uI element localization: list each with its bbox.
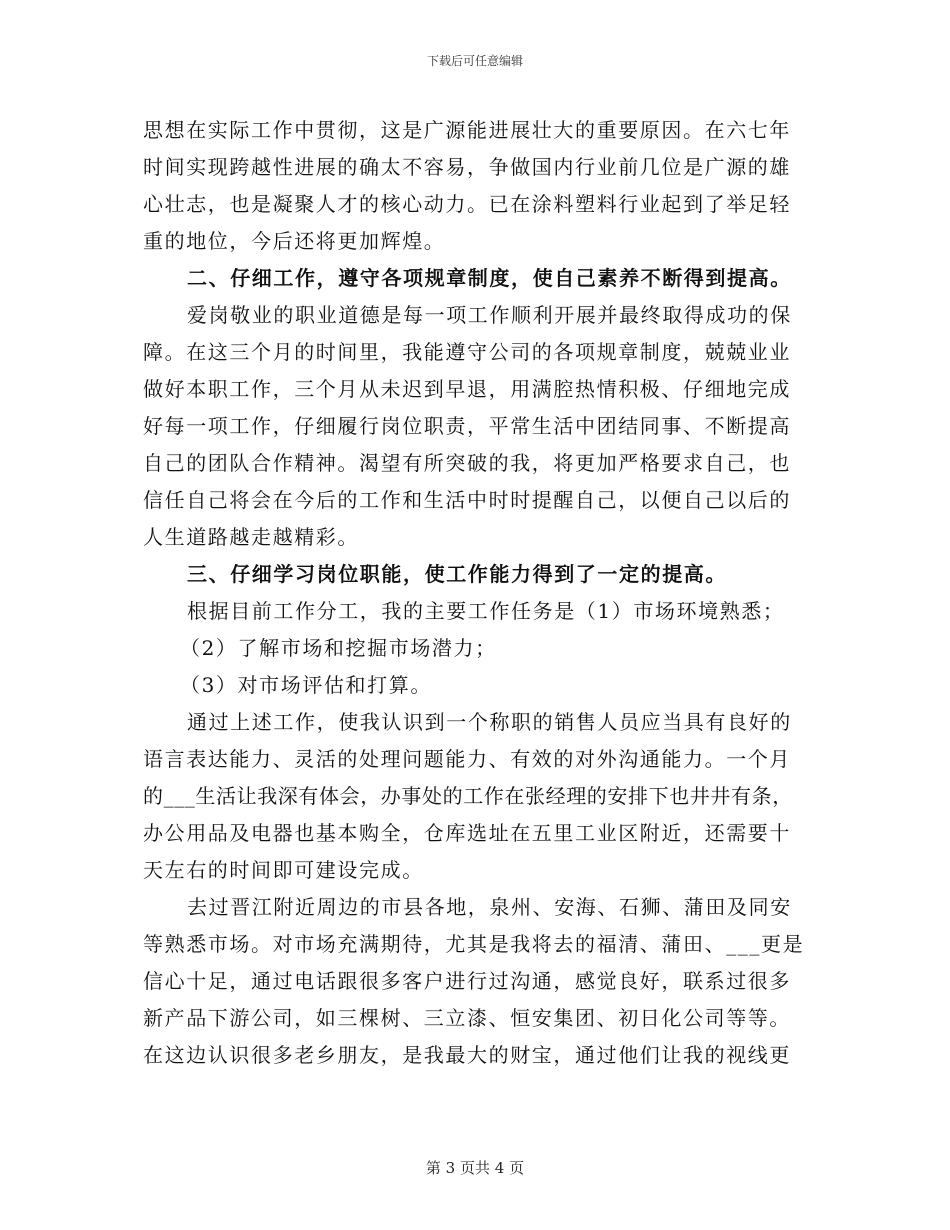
body-line: （3）对市场评估和打算。 xyxy=(180,673,432,697)
body-line: 自己的团队合作精神。渴望有所突破的我，将更加严格要求自己，也 xyxy=(143,451,791,475)
body-line: 在这边认识很多老乡朋友，是我最大的财宝，通过他们让我的视线更 xyxy=(143,1043,791,1067)
body-line: 好每一项工作，仔细履行岗位职责，平常生活中团结同事、不断提高 xyxy=(143,414,791,438)
body-line: 人生道路越走越精彩。 xyxy=(143,525,359,549)
body-line: 天左右的时间即可建设完成。 xyxy=(143,858,424,882)
body-line: 新产品下游公司，如三棵树、三立漆、恒安集团、初日化公司等等。 xyxy=(143,1006,791,1030)
section-heading: 三、仔细学习岗位职能，使工作能力得到了一定的提高。 xyxy=(187,562,727,586)
body-line: （2）了解市场和挖掘市场潜力； xyxy=(180,636,497,660)
body-line: 通过上述工作，使我认识到一个称职的销售人员应当具有良好的 xyxy=(187,710,792,734)
page-header: 下载后可任意编辑 xyxy=(426,54,523,68)
body-line: 信心十足，通过电话跟很多客户进行过沟通，感觉良好，联系过很多 xyxy=(143,969,791,993)
body-line: 爱岗敬业的职业道德是每一项工作顺利开展并最终取得成功的保 xyxy=(187,303,792,327)
page-footer: 第 3 页共 4 页 xyxy=(425,1159,525,1177)
body-line: 做好本职工作，三个月从未迟到早退，用满腔热情积极、仔细地完成 xyxy=(143,377,791,401)
body-line: 办公用品及电器也基本购全，仓库选址在五里工业区附近，还需要十 xyxy=(143,821,791,845)
section-heading: 二、仔细工作，遵守各项规章制度，使自己素养不断得到提高。 xyxy=(187,266,792,290)
body-line: 等熟悉市场。对市场充满期待，尤其是我将去的福清、蒲田、___更是 xyxy=(143,932,805,956)
body-line: 心壮志，也是凝聚人才的核心动力。已在涂料塑料行业起到了举足轻 xyxy=(143,192,791,216)
body-line: 去过晋江附近周边的市县各地，泉州、安海、石狮、蒲田及同安 xyxy=(187,895,792,919)
body-line: 障。在这三个月的时间里，我能遵守公司的各项规章制度，兢兢业业 xyxy=(143,340,791,364)
body-line: 重的地位，今后还将更加辉煌。 xyxy=(143,229,446,253)
body-line: 时间实现跨越性进展的确太不容易，争做国内行业前几位是广源的雄 xyxy=(143,155,791,179)
body-line: 语言表达能力、灵活的处理问题能力、有效的对外沟通能力。一个月 xyxy=(143,747,791,771)
body-line: 信任自己将会在今后的工作和生活中时时提醒自己，以便自己以后的 xyxy=(143,488,791,512)
body-line: 的___生活让我深有体会，办事处的工作在张经理的安排下也井井有条， xyxy=(143,784,793,808)
body-line: 根据目前工作分工，我的主要工作任务是（1）市场环境熟悉； xyxy=(187,599,785,623)
body-line: 思想在实际工作中贯彻，这是广源能进展壮大的重要原因。在六七年 xyxy=(143,118,791,142)
